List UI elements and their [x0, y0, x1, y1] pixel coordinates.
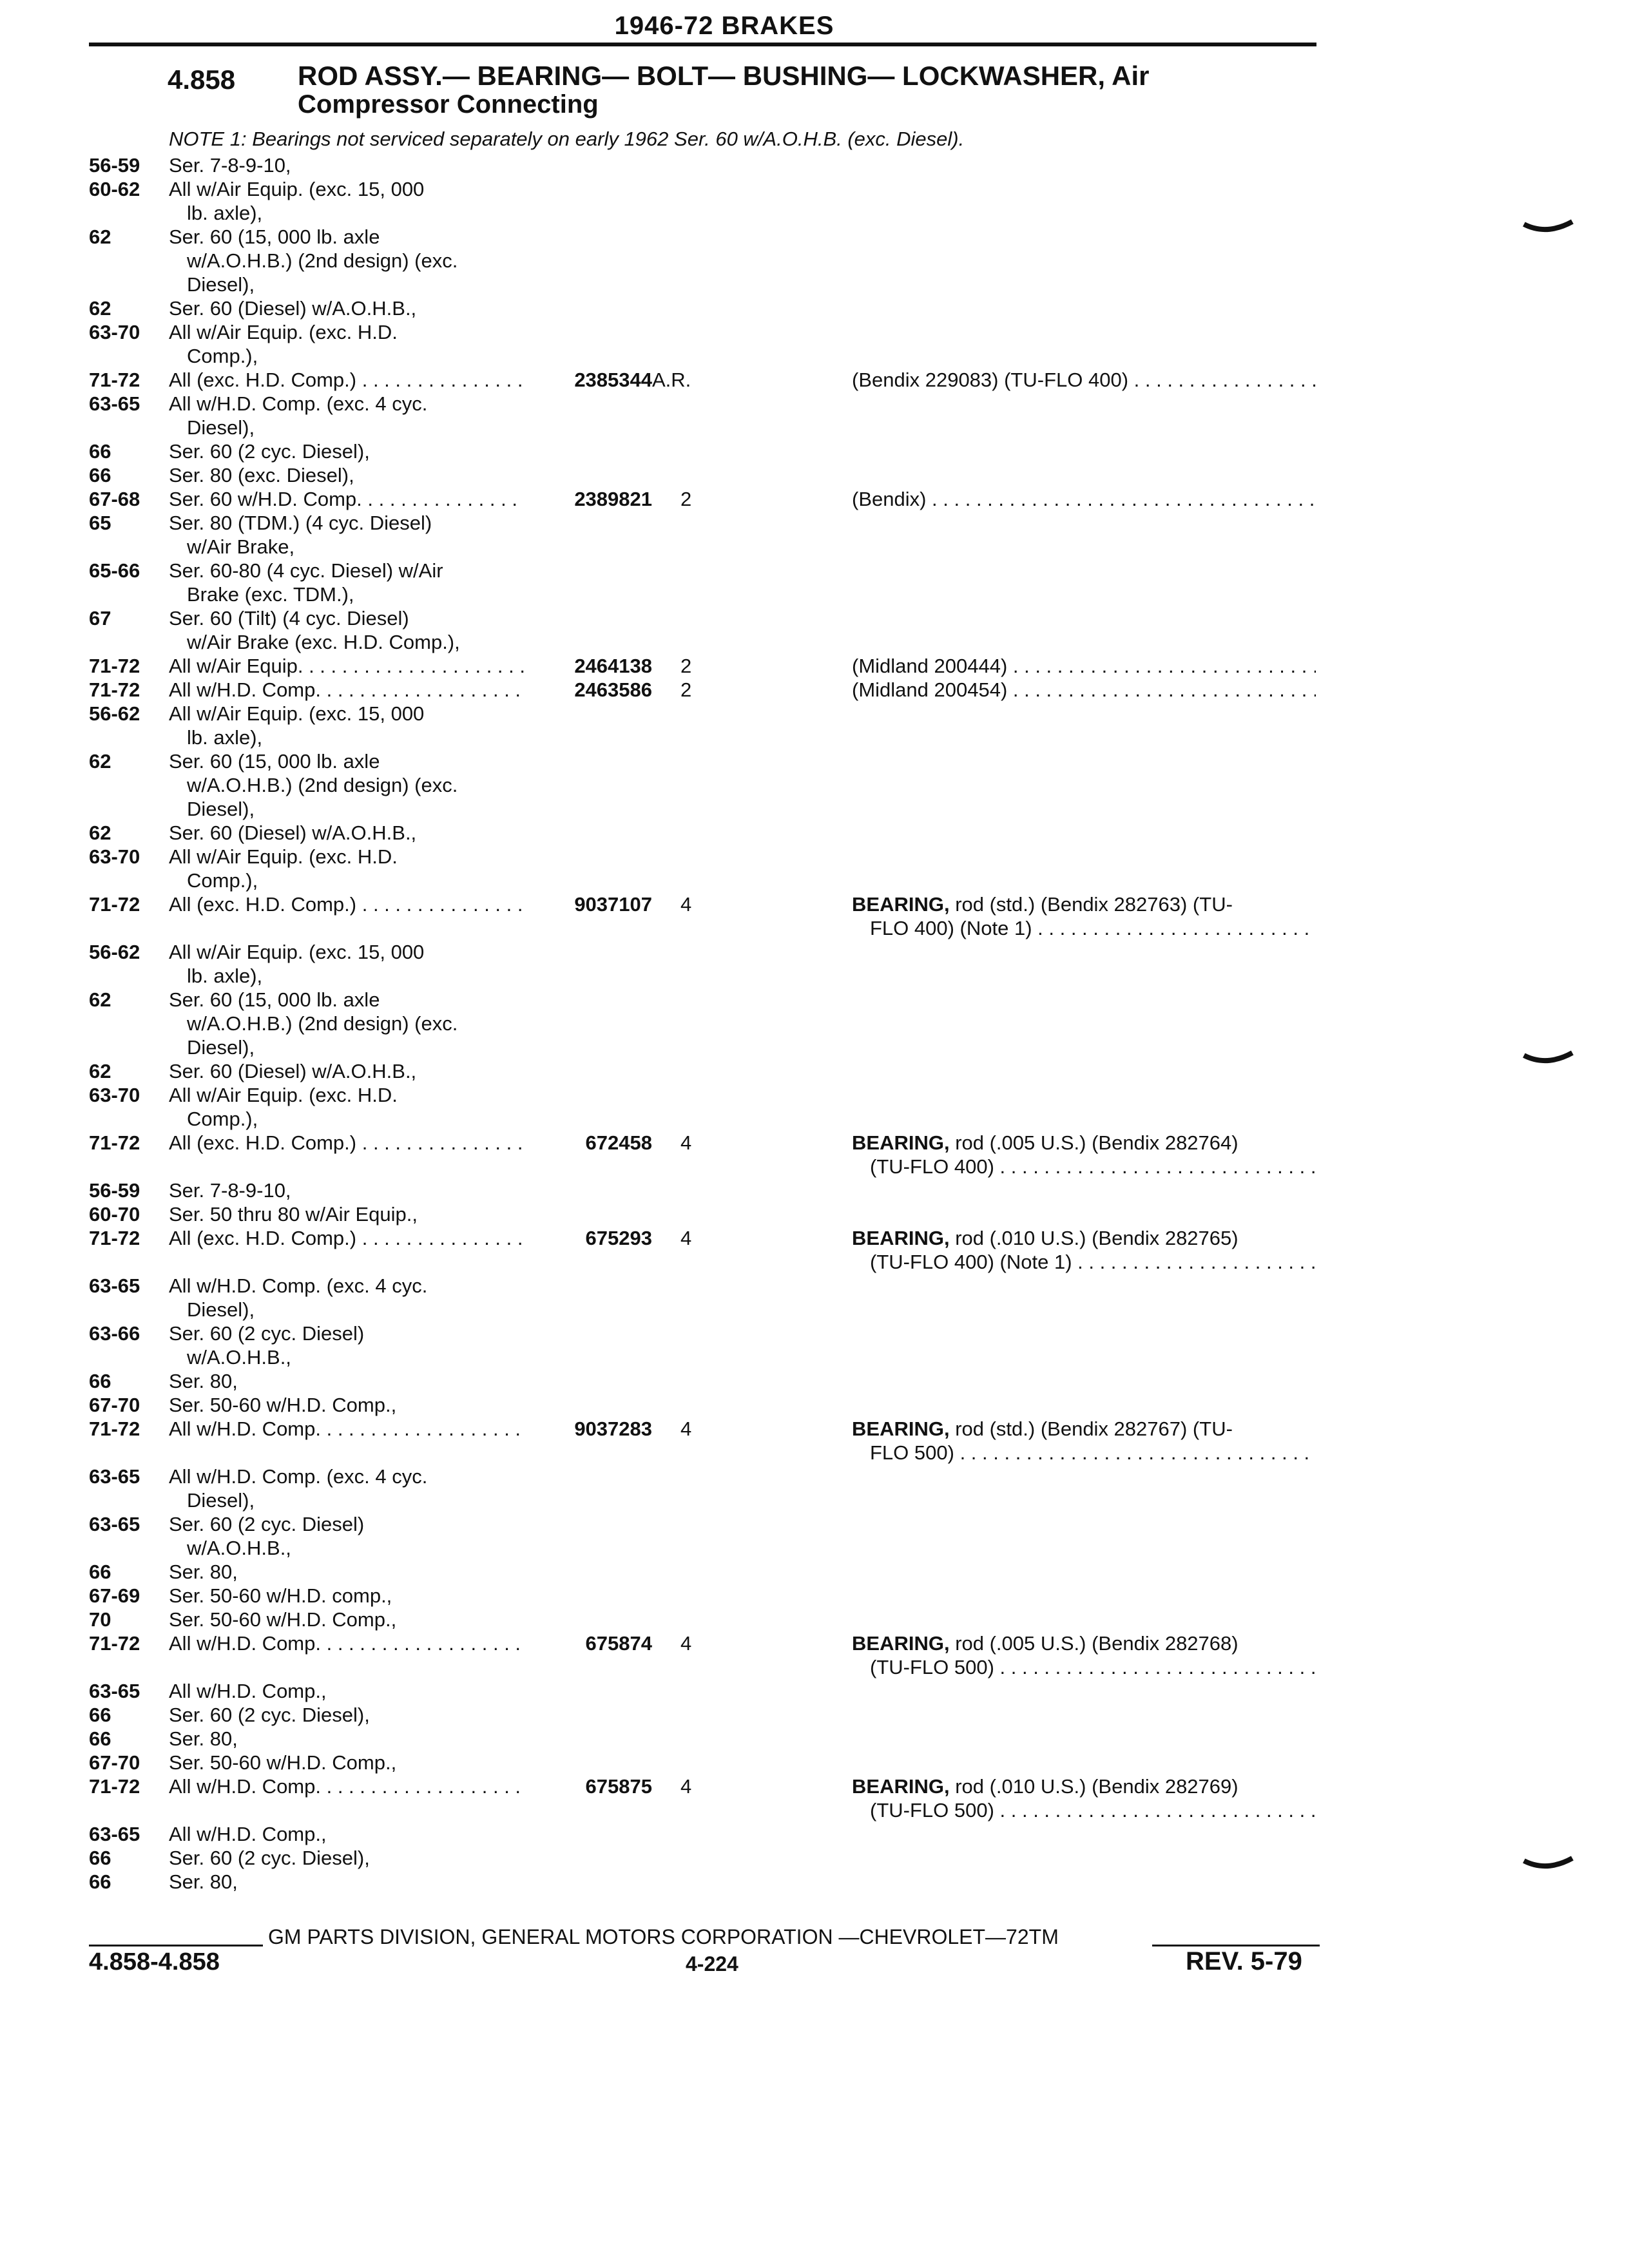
description-line [852, 892, 1316, 916]
row-year: 60-70 [89, 1203, 140, 1225]
row-application [169, 1703, 525, 1727]
application-line: All w/Air Equip. (exc. 15, 000 [169, 702, 425, 725]
row-year: 56-62 [89, 941, 140, 963]
row-application [169, 702, 525, 749]
row-year: 67-70 [89, 1751, 140, 1774]
description-part-name: BEARING, [852, 1131, 950, 1154]
description-line [852, 1798, 1316, 1822]
application-line: All w/Air Equip. (exc. H.D. [169, 1084, 398, 1106]
row-part-number: 2463586 [574, 678, 652, 701]
row-part-number: 9037283 [574, 1418, 652, 1440]
row-year: 71-72 [89, 1775, 140, 1798]
footer-publisher-line [89, 1925, 1320, 1951]
application-line: All w/Air Equip. (exc. H.D. [169, 321, 398, 343]
row-year: 60-62 [89, 178, 140, 200]
row-application [169, 845, 525, 892]
row-part-number: 675874 [585, 1632, 652, 1655]
row-year: 71-72 [89, 1418, 140, 1440]
row-application [169, 1774, 525, 1798]
row-application [169, 463, 525, 487]
row-application [169, 225, 525, 296]
description-part-name: BEARING, [852, 1227, 950, 1249]
application-line: w/A.O.H.B.) (2nd design) (exc. [187, 1012, 458, 1035]
application-line: w/A.O.H.B.) (2nd design) (exc. [187, 249, 458, 272]
row-application [169, 988, 525, 1059]
row-year: 66 [89, 440, 111, 463]
row-application [169, 1465, 525, 1512]
binder-mark [1521, 219, 1579, 245]
row-year: 63-65 [89, 392, 140, 415]
application-line: All w/Air Equip. (exc. H.D. [169, 845, 398, 868]
application-line: Ser. 60 (Tilt) (4 cyc. Diesel) [169, 607, 409, 629]
row-year: 62 [89, 988, 111, 1011]
row-part-number: 675293 [585, 1227, 652, 1249]
row-application [169, 1727, 525, 1751]
footer-revision: REV. 5-79 [1186, 1947, 1302, 1975]
row-application [169, 1131, 525, 1155]
description-text: (TU-FLO 400) (Note 1) [870, 1251, 1072, 1273]
row-year: 63-65 [89, 1513, 140, 1535]
row-application [169, 1274, 525, 1321]
row-part-number: 2389821 [574, 488, 652, 510]
row-application [169, 487, 525, 511]
application-line: Ser. 60 (15, 000 lb. axle [169, 988, 380, 1011]
row-application [169, 1870, 525, 1894]
description-line [852, 1131, 1316, 1155]
row-description [852, 487, 1316, 511]
row-application [169, 821, 525, 845]
section-note: NOTE 1: Bearings not serviced separately on early 1962 Ser. 60 w/A.O.H.B. (exc. Diesel). [169, 128, 965, 150]
application-line: All w/H.D. Comp., [169, 1680, 327, 1702]
application-line: Ser. 50-60 w/H.D. Comp., [169, 1751, 397, 1774]
application-line: All (exc. H.D. Comp.) . . . [169, 368, 525, 392]
row-application [169, 296, 525, 320]
application-line: Ser. 60 (15, 000 lb. axle [169, 226, 380, 248]
row-quantity: 2 [680, 678, 692, 701]
description-line [852, 368, 1316, 392]
description-line [852, 1155, 1316, 1178]
row-application [169, 511, 525, 559]
row-year: 62 [89, 297, 111, 320]
footer-rule-left [89, 1945, 263, 1946]
row-description [852, 678, 1316, 702]
application-line: Ser. 50-60 w/H.D. Comp., [169, 1608, 397, 1631]
application-line: Diesel), [187, 1489, 255, 1512]
row-application [169, 1178, 525, 1202]
description-part-name: BEARING, [852, 1775, 950, 1798]
row-year: 66 [89, 1561, 111, 1583]
footer-rule-right [1152, 1945, 1320, 1946]
application-line: Brake (exc. TDM.), [187, 583, 354, 606]
description-line [852, 487, 1316, 511]
application-line: All w/Air Equip. (exc. 15, 000 [169, 941, 425, 963]
row-year: 56-62 [89, 702, 140, 725]
application-line: Ser. 60 w/H.D. Comp. . . . [169, 487, 525, 511]
description-part-name: BEARING, [852, 1632, 950, 1655]
application-line: Diesel), [187, 416, 255, 439]
application-line: Diesel), [187, 273, 255, 296]
row-application [169, 177, 525, 225]
row-application [169, 392, 525, 439]
description-line [852, 1631, 1316, 1655]
row-application [169, 320, 525, 368]
row-year: 63-70 [89, 321, 140, 343]
application-line: Ser. 80, [169, 1870, 238, 1893]
row-quantity: 2 [680, 655, 692, 677]
row-application [169, 940, 525, 988]
application-line: Ser. 60 (2 cyc. Diesel), [169, 1704, 370, 1726]
row-year: 63-65 [89, 1823, 140, 1845]
application-line: lb. axle), [187, 202, 263, 224]
row-application [169, 1202, 525, 1226]
row-year: 62 [89, 750, 111, 773]
application-line: All w/H.D. Comp. . . . [169, 678, 525, 702]
application-line: Ser. 50-60 w/H.D. Comp., [169, 1394, 397, 1416]
row-year: 70 [89, 1608, 111, 1631]
application-line: Ser. 60 (2 cyc. Diesel) [169, 1322, 365, 1345]
row-application [169, 559, 525, 606]
row-quantity: 2 [680, 488, 692, 510]
row-application [169, 1369, 525, 1393]
description-line [852, 1774, 1316, 1798]
row-application [169, 1321, 525, 1369]
application-line: All w/H.D. Comp. . . . [169, 1774, 525, 1798]
application-line: Comp.), [187, 345, 258, 367]
row-quantity: 4 [680, 1131, 692, 1154]
application-line: All w/H.D. Comp. . . . [169, 1631, 525, 1655]
application-line: Ser. 50 thru 80 w/Air Equip., [169, 1203, 418, 1225]
row-quantity: 4 [680, 1227, 692, 1249]
binder-mark [1521, 1050, 1579, 1076]
row-year: 66 [89, 1870, 111, 1893]
row-year: 63-70 [89, 1084, 140, 1106]
row-part-number: 2385344 [574, 369, 652, 391]
binder-mark [1521, 1856, 1579, 1881]
application-line: All (exc. H.D. Comp.) . . . [169, 1131, 525, 1155]
application-line: Diesel), [187, 1036, 255, 1059]
description-text: (Bendix 229083) (TU-FLO 400) [852, 369, 1129, 391]
row-application [169, 1822, 525, 1846]
row-year: 63-65 [89, 1680, 140, 1702]
application-line: w/A.O.H.B.) (2nd design) (exc. [187, 774, 458, 796]
application-line: Ser. 60 (2 cyc. Diesel), [169, 1847, 370, 1869]
row-description [852, 1131, 1316, 1178]
description-part-name: BEARING, [852, 893, 950, 916]
row-application [169, 749, 525, 821]
section-number: 4.858 [168, 64, 236, 95]
section-title-line2: Compressor Connecting [298, 90, 599, 119]
footer-page-number: 4-224 [686, 1952, 738, 1975]
row-application [169, 368, 525, 392]
row-application [169, 153, 525, 177]
application-line: Ser. 80, [169, 1727, 238, 1750]
application-line: All (exc. H.D. Comp.) . . . [169, 892, 525, 916]
application-line: Ser. 60 (Diesel) w/A.O.H.B., [169, 822, 417, 844]
row-quantity: A.R. [652, 369, 691, 391]
row-year: 56-59 [89, 154, 140, 177]
row-quantity: 4 [680, 1418, 692, 1440]
row-application [169, 1059, 525, 1083]
application-line: w/A.O.H.B., [187, 1346, 291, 1369]
application-line: All w/Air Equip. . . . [169, 654, 525, 678]
row-part-number: 9037107 [574, 893, 652, 916]
row-year: 62 [89, 822, 111, 844]
row-part-number: 672458 [585, 1131, 652, 1154]
description-text: rod (std.) (Bendix 282767) (TU- [949, 1418, 1233, 1440]
row-part-number: 2464138 [574, 655, 652, 677]
description-text: (Bendix) [852, 488, 927, 510]
application-line: Diesel), [187, 798, 255, 820]
row-year: 71-72 [89, 678, 140, 701]
row-year: 71-72 [89, 655, 140, 677]
description-line [852, 1417, 1316, 1441]
description-text: (Midland 200444) [852, 655, 1008, 677]
section-title [298, 62, 1264, 119]
row-year: 63-65 [89, 1465, 140, 1488]
application-line: Ser. 60 (Diesel) w/A.O.H.B., [169, 1060, 417, 1082]
row-application [169, 1512, 525, 1560]
application-line: w/A.O.H.B., [187, 1537, 291, 1559]
row-year: 62 [89, 1060, 111, 1082]
application-line: Ser. 60 (Diesel) w/A.O.H.B., [169, 297, 417, 320]
application-line: Ser. 60 (15, 000 lb. axle [169, 750, 380, 773]
application-line: lb. axle), [187, 965, 263, 987]
description-text: FLO 400) (Note 1) [870, 917, 1032, 939]
footer-publisher: GM PARTS DIVISION, GENERAL MOTORS CORPORATION —CHEVROLET—72TM [268, 1925, 1059, 1948]
application-line: All w/H.D. Comp. (exc. 4 cyc. [169, 392, 428, 415]
header-rule [89, 43, 1316, 46]
row-application [169, 678, 525, 702]
application-line: w/Air Brake (exc. H.D. Comp.), [187, 631, 460, 653]
row-application [169, 439, 525, 463]
row-application [169, 1608, 525, 1631]
row-description [852, 1631, 1316, 1679]
row-year: 63-65 [89, 1274, 140, 1297]
row-description [852, 654, 1316, 678]
row-application [169, 1584, 525, 1608]
description-line [852, 1250, 1316, 1274]
row-application [169, 1083, 525, 1131]
row-description [852, 1774, 1316, 1822]
description-text: rod (std.) (Bendix 282763) (TU- [949, 893, 1233, 916]
application-line: Ser. 7-8-9-10, [169, 1179, 291, 1202]
application-line: Ser. 7-8-9-10, [169, 154, 291, 177]
row-description [852, 892, 1316, 940]
row-year: 67-70 [89, 1394, 140, 1416]
description-line [852, 1655, 1316, 1679]
description-text: (Midland 200454) [852, 678, 1008, 701]
description-text: rod (.010 U.S.) (Bendix 282769) [949, 1775, 1239, 1798]
row-year: 67-68 [89, 488, 140, 510]
application-line: All w/H.D. Comp., [169, 1823, 327, 1845]
description-text: rod (.005 U.S.) (Bendix 282764) [949, 1131, 1239, 1154]
description-part-name: BEARING, [852, 1418, 950, 1440]
application-line: All (exc. H.D. Comp.) . . . [169, 1226, 525, 1250]
application-line: lb. axle), [187, 726, 263, 749]
row-application [169, 654, 525, 678]
application-line: Ser. 60-80 (4 cyc. Diesel) w/Air [169, 559, 443, 582]
row-application [169, 1679, 525, 1703]
application-line: Ser. 80 (exc. Diesel), [169, 464, 354, 486]
application-line: Comp.), [187, 1108, 258, 1130]
row-year: 67-69 [89, 1584, 140, 1607]
row-application [169, 1417, 525, 1441]
row-description [852, 1226, 1316, 1274]
row-application [169, 1846, 525, 1870]
row-year: 66 [89, 1704, 111, 1726]
row-year: 62 [89, 226, 111, 248]
application-line: All w/H.D. Comp. (exc. 4 cyc. [169, 1274, 428, 1297]
description-text: rod (.010 U.S.) (Bendix 282765) [949, 1227, 1239, 1249]
row-year: 66 [89, 1727, 111, 1750]
description-line [852, 678, 1316, 702]
description-text: (TU-FLO 500) [870, 1656, 994, 1678]
application-line: Ser. 80, [169, 1561, 238, 1583]
row-description [852, 368, 1316, 392]
row-year: 71-72 [89, 1227, 140, 1249]
row-year: 63-66 [89, 1322, 140, 1345]
row-year: 56-59 [89, 1179, 140, 1202]
row-application [169, 1393, 525, 1417]
row-year: 66 [89, 464, 111, 486]
application-line: w/Air Brake, [187, 535, 295, 558]
row-year: 63-70 [89, 845, 140, 868]
application-line: Ser. 60 (2 cyc. Diesel) [169, 1513, 365, 1535]
row-application [169, 892, 525, 916]
row-year: 66 [89, 1370, 111, 1392]
row-quantity: 4 [680, 1632, 692, 1655]
description-line [852, 1226, 1316, 1250]
description-text: (TU-FLO 500) [870, 1799, 994, 1821]
description-text: FLO 500) [870, 1441, 954, 1464]
row-year: 65-66 [89, 559, 140, 582]
row-year: 71-72 [89, 369, 140, 391]
row-year: 71-72 [89, 1131, 140, 1154]
row-application [169, 606, 525, 654]
application-line: Ser. 80, [169, 1370, 238, 1392]
application-line: Ser. 60 (2 cyc. Diesel), [169, 440, 370, 463]
row-year: 67 [89, 607, 111, 629]
row-year: 71-72 [89, 893, 140, 916]
application-line: Ser. 80 (TDM.) (4 cyc. Diesel) [169, 512, 432, 534]
description-line [852, 1441, 1316, 1465]
application-line: All w/Air Equip. (exc. 15, 000 [169, 178, 425, 200]
row-application [169, 1226, 525, 1250]
application-line: All w/H.D. Comp. . . . [169, 1417, 525, 1441]
description-line [852, 916, 1316, 940]
row-quantity: 4 [680, 893, 692, 916]
description-line [852, 654, 1316, 678]
row-year: 65 [89, 512, 111, 534]
row-year: 66 [89, 1847, 111, 1869]
row-description [852, 1417, 1316, 1465]
application-line: Ser. 50-60 w/H.D. comp., [169, 1584, 392, 1607]
row-year: 71-72 [89, 1632, 140, 1655]
footer-section-range: 4.858-4.858 [89, 1948, 220, 1975]
row-part-number: 675875 [585, 1775, 652, 1798]
application-line: Comp.), [187, 869, 258, 892]
row-application [169, 1751, 525, 1774]
application-line: All w/H.D. Comp. (exc. 4 cyc. [169, 1465, 428, 1488]
section-title-line1: ROD ASSY.— BEARING— BOLT— BUSHING— LOCKWASHER, Air [298, 61, 1150, 91]
application-line: Diesel), [187, 1298, 255, 1321]
description-text: (TU-FLO 400) [870, 1155, 994, 1178]
row-quantity: 4 [680, 1775, 692, 1798]
row-application [169, 1560, 525, 1584]
page-header-title: 1946-72 BRAKES [614, 12, 834, 40]
description-text: rod (.005 U.S.) (Bendix 282768) [949, 1632, 1239, 1655]
row-application [169, 1631, 525, 1655]
